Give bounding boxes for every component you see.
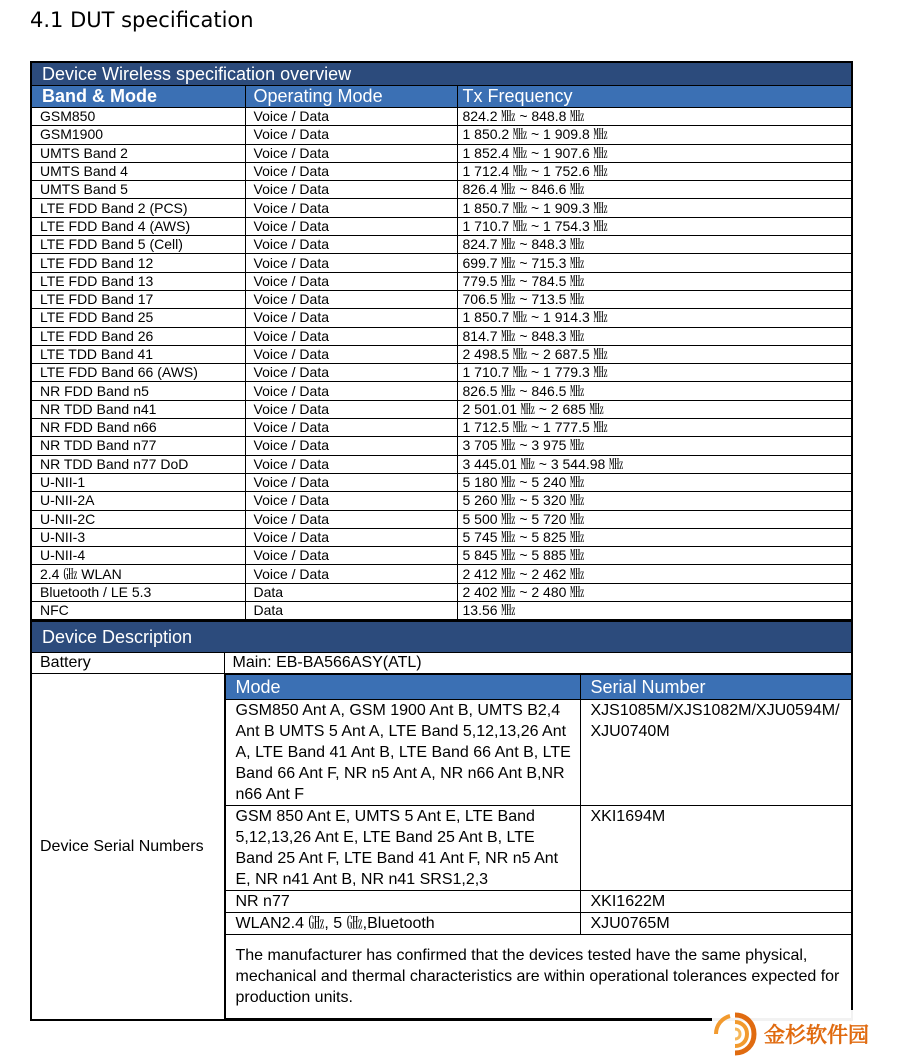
header-mode: Mode: [225, 675, 580, 700]
operating-mode-cell: Voice / Data: [245, 290, 457, 308]
tx-frequency-cell: 824.2 ㎒ ~ 848.8 ㎒: [457, 108, 852, 126]
tx-frequency-cell: 699.7 ㎒ ~ 715.3 ㎒: [457, 254, 852, 272]
tx-frequency-cell: 1 712.5 ㎒ ~ 1 777.5 ㎒: [457, 419, 852, 437]
spec-row: [31, 602, 852, 621]
watermark: [712, 1010, 897, 1058]
operating-mode-cell: Voice / Data: [245, 108, 457, 126]
tx-frequency-cell: 824.7 ㎒ ~ 848.3 ㎒: [457, 236, 852, 254]
band-cell: LTE FDD Band 5 (Cell): [31, 236, 245, 254]
operating-mode-cell: Voice / Data: [245, 547, 457, 565]
mode-cell: GSM 850 Ant E, UMTS 5 Ant E, LTE Band 5,12,13,26 Ant E, LTE Band 25 Ant B, LTE Band 25 Ant F, LTE Band 41 Ant F, NR n5 Ant E, NR n41 Ant B, NR n41 SRS1,2,3: [225, 806, 580, 891]
tx-frequency-cell: 5 745 ㎒ ~ 5 825 ㎒: [457, 528, 852, 546]
spec-row: [31, 254, 852, 272]
band-cell: UMTS Band 5: [31, 181, 245, 199]
operating-mode-cell: Voice / Data: [245, 510, 457, 528]
device-description-table: [30, 620, 853, 1021]
serial-row: [225, 913, 852, 935]
band-cell: U-NII-1: [31, 473, 245, 491]
operating-mode-cell: Voice / Data: [245, 254, 457, 272]
spec-row: [31, 126, 852, 144]
operating-mode-cell: Voice / Data: [245, 455, 457, 473]
band-cell: LTE FDD Band 17: [31, 290, 245, 308]
band-cell: NR TDD Band n77 DoD: [31, 455, 245, 473]
band-cell: GSM1900: [31, 126, 245, 144]
header-tx-frequency: Tx Frequency: [457, 86, 852, 108]
tx-frequency-cell: 706.5 ㎒ ~ 713.5 ㎒: [457, 290, 852, 308]
band-cell: 2.4 ㎓ WLAN: [31, 565, 245, 583]
tx-frequency-cell: 1 850.7 ㎒ ~ 1 914.3 ㎒: [457, 309, 852, 327]
operating-mode-cell: Voice / Data: [245, 126, 457, 144]
spec-row: [31, 364, 852, 382]
band-cell: U-NII-2C: [31, 510, 245, 528]
tx-frequency-cell: 826.5 ㎒ ~ 846.5 ㎒: [457, 382, 852, 400]
spec-row: [31, 400, 852, 418]
tx-frequency-cell: 1 710.7 ㎒ ~ 1 754.3 ㎒: [457, 217, 852, 235]
serial-number-cell: XKI1694M: [580, 806, 852, 891]
tx-frequency-cell: 1 710.7 ㎒ ~ 1 779.3 ㎒: [457, 364, 852, 382]
spec-row: [31, 108, 852, 126]
spec-row: [31, 419, 852, 437]
operating-mode-cell: Voice / Data: [245, 144, 457, 162]
serial-numbers-cell: [224, 674, 852, 1021]
band-cell: U-NII-4: [31, 547, 245, 565]
watermark-text: 金杉软件园: [764, 1023, 869, 1047]
mode-cell: NR n77: [225, 891, 580, 913]
manufacturer-note: The manufacturer has confirmed that the devices tested have the same physical, mechanical and thermal characteristics are within operational tolerances expected for production units.: [225, 935, 852, 1019]
mode-cell: GSM850 Ant A, GSM 1900 Ant B, UMTS B2,4 Ant B UMTS 5 Ant A, LTE Band 5,12,13,26 Ant A, LTE Band 41 Ant B, LTE Band 66 Ant B, LTE Band 66 Ant F, NR n5 Ant A, NR n66 Ant B,NR n66 Ant F: [225, 700, 580, 806]
tx-frequency-cell: 5 845 ㎒ ~ 5 885 ㎒: [457, 547, 852, 565]
tx-frequency-cell: 779.5 ㎒ ~ 784.5 ㎒: [457, 272, 852, 290]
spec-row: [31, 309, 852, 327]
spec-row: [31, 144, 852, 162]
operating-mode-cell: Voice / Data: [245, 419, 457, 437]
tx-frequency-cell: 2 402 ㎒ ~ 2 480 ㎒: [457, 583, 852, 601]
band-cell: LTE FDD Band 66 (AWS): [31, 364, 245, 382]
serial-number-cell: XKI1622M: [580, 891, 852, 913]
band-cell: UMTS Band 2: [31, 144, 245, 162]
operating-mode-cell: Voice / Data: [245, 364, 457, 382]
tx-frequency-cell: 5 260 ㎒ ~ 5 320 ㎒: [457, 492, 852, 510]
serial-row: [225, 891, 852, 913]
spec-row: [31, 473, 852, 491]
band-cell: NFC: [31, 602, 245, 621]
band-cell: LTE FDD Band 4 (AWS): [31, 217, 245, 235]
tx-frequency-cell: 1 850.7 ㎒ ~ 1 909.3 ㎒: [457, 199, 852, 217]
spec-row: [31, 199, 852, 217]
band-cell: LTE FDD Band 25: [31, 309, 245, 327]
serial-numbers-table: [225, 674, 853, 1019]
header-serial-number: Serial Number: [580, 675, 852, 700]
band-cell: LTE FDD Band 13: [31, 272, 245, 290]
tx-frequency-cell: 814.7 ㎒ ~ 848.3 ㎒: [457, 327, 852, 345]
operating-mode-cell: Voice / Data: [245, 309, 457, 327]
spec-row: [31, 345, 852, 363]
spec-row: [31, 547, 852, 565]
wireless-spec-table: [30, 61, 853, 621]
tx-frequency-cell: 3 445.01 ㎒ ~ 3 544.98 ㎒: [457, 455, 852, 473]
operating-mode-cell: Voice / Data: [245, 492, 457, 510]
operating-mode-cell: Voice / Data: [245, 272, 457, 290]
tx-frequency-cell: 1 850.2 ㎒ ~ 1 909.8 ㎒: [457, 126, 852, 144]
spec-row: [31, 437, 852, 455]
band-cell: NR TDD Band n77: [31, 437, 245, 455]
tx-frequency-cell: 2 412 ㎒ ~ 2 462 ㎒: [457, 565, 852, 583]
tx-frequency-cell: 5 180 ㎒ ~ 5 240 ㎒: [457, 473, 852, 491]
tx-frequency-cell: 13.56 ㎒: [457, 602, 852, 621]
battery-label: Battery: [31, 653, 224, 674]
operating-mode-cell: Voice / Data: [245, 437, 457, 455]
tx-frequency-cell: 1 852.4 ㎒ ~ 1 907.6 ㎒: [457, 144, 852, 162]
band-cell: NR FDD Band n5: [31, 382, 245, 400]
band-cell: NR FDD Band n66: [31, 419, 245, 437]
spec-row: [31, 236, 852, 254]
band-cell: LTE FDD Band 12: [31, 254, 245, 272]
spec-row: [31, 528, 852, 546]
spec-row: [31, 162, 852, 180]
operating-mode-cell: Data: [245, 583, 457, 601]
serial-numbers-label: Device Serial Numbers: [31, 674, 224, 1021]
spec-row: [31, 510, 852, 528]
spec-row: [31, 455, 852, 473]
band-cell: LTE FDD Band 26: [31, 327, 245, 345]
operating-mode-cell: Voice / Data: [245, 181, 457, 199]
spec-row: [31, 583, 852, 601]
mode-cell: WLAN2.4 ㎓, 5 ㎓,Bluetooth: [225, 913, 580, 935]
operating-mode-cell: Voice / Data: [245, 473, 457, 491]
spec-row: [31, 492, 852, 510]
band-cell: U-NII-3: [31, 528, 245, 546]
battery-value: Main: EB-BA566ASY(ATL): [224, 653, 852, 674]
band-cell: U-NII-2A: [31, 492, 245, 510]
swirl-logo-icon: [712, 1011, 758, 1057]
spec-row: [31, 565, 852, 583]
serial-row: [225, 700, 852, 806]
operating-mode-cell: Voice / Data: [245, 382, 457, 400]
spec-row: [31, 327, 852, 345]
operating-mode-cell: Voice / Data: [245, 236, 457, 254]
tx-frequency-cell: 5 500 ㎒ ~ 5 720 ㎒: [457, 510, 852, 528]
tx-frequency-cell: 2 501.01 ㎒ ~ 2 685 ㎒: [457, 400, 852, 418]
operating-mode-cell: Voice / Data: [245, 528, 457, 546]
band-cell: GSM850: [31, 108, 245, 126]
spec-row: [31, 290, 852, 308]
tx-frequency-cell: 1 712.4 ㎒ ~ 1 752.6 ㎒: [457, 162, 852, 180]
spec-row: [31, 181, 852, 199]
serial-number-cell: XJS1085M/XJS1082M/XJU0594M/ XJU0740M: [580, 700, 852, 806]
spec-table-title: Device Wireless specification overview: [31, 62, 852, 86]
band-cell: Bluetooth / LE 5.3: [31, 583, 245, 601]
tx-frequency-cell: 826.4 ㎒ ~ 846.6 ㎒: [457, 181, 852, 199]
band-cell: UMTS Band 4: [31, 162, 245, 180]
operating-mode-cell: Voice / Data: [245, 345, 457, 363]
band-cell: LTE FDD Band 2 (PCS): [31, 199, 245, 217]
spec-row: [31, 217, 852, 235]
operating-mode-cell: Voice / Data: [245, 327, 457, 345]
tx-frequency-cell: 2 498.5 ㎒ ~ 2 687.5 ㎒: [457, 345, 852, 363]
header-band-mode: Band & Mode: [31, 86, 245, 108]
serial-number-cell: XJU0765M: [580, 913, 852, 935]
spec-row: [31, 272, 852, 290]
tx-frequency-cell: 3 705 ㎒ ~ 3 975 ㎒: [457, 437, 852, 455]
spec-row: [31, 382, 852, 400]
header-operating-mode: Operating Mode: [245, 86, 457, 108]
operating-mode-cell: Voice / Data: [245, 565, 457, 583]
operating-mode-cell: Voice / Data: [245, 162, 457, 180]
operating-mode-cell: Voice / Data: [245, 199, 457, 217]
description-title: Device Description: [31, 621, 852, 653]
operating-mode-cell: Data: [245, 602, 457, 621]
operating-mode-cell: Voice / Data: [245, 217, 457, 235]
band-cell: NR TDD Band n41: [31, 400, 245, 418]
serial-row: [225, 806, 852, 891]
band-cell: LTE TDD Band 41: [31, 345, 245, 363]
operating-mode-cell: Voice / Data: [245, 400, 457, 418]
section-heading: 4.1 DUT specification: [30, 8, 254, 32]
